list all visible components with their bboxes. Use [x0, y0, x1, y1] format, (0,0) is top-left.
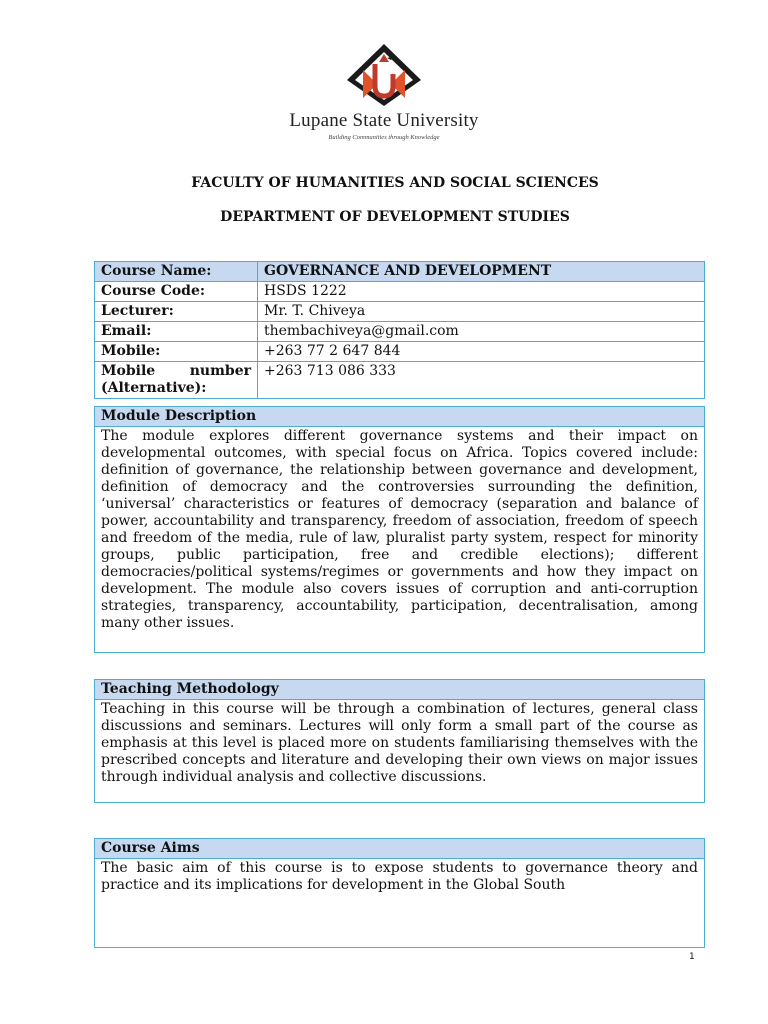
university-logo-block [0, 40, 768, 141]
page-number: 1 [689, 952, 695, 962]
module-description-body: The module explores different governance systems and their impact on developmental outcomes, with special focus on Africa. Topics covered include: definition of governance, the relationship between governance and development, definition of democracy and the controversies surrounding the definition, ‘universal’ characteristics or features of democracy (separation and balance of power, accountability and transparency, freedom of association, freedom of speech and freedom of the media, rule of law, pluralist party system, respect for minority groups, public participation, free and credible elections); different democracies/political systems/regimes or governments and how they impact on development. The module also covers issues of corruption and anti-corruption strategies, transparency, accountability, participation, decentralisation, among many other issues. [95, 427, 705, 653]
course-code-value: HSDS 1222 [258, 282, 705, 302]
lupane-university-logo-icon [339, 40, 429, 108]
alt-mobile-row [95, 362, 705, 399]
teaching-methodology-title: Teaching Methodology [95, 680, 705, 700]
alt-mobile-value: +263 713 086 333 [258, 362, 705, 399]
module-description-table [94, 406, 705, 653]
teaching-methodology-table [94, 679, 705, 803]
university-name: Lupane State University [289, 110, 479, 131]
alt-mobile-label-part-b: number [189, 363, 251, 379]
course-aims-title: Course Aims [95, 839, 705, 859]
course-name-value: GOVERNANCE AND DEVELOPMENT [258, 262, 705, 282]
lecturer-row [95, 302, 705, 322]
email-label: Email: [95, 322, 258, 342]
alt-mobile-label-part-a: Mobile [101, 363, 156, 379]
lecturer-value: Mr. T. Chiveya [258, 302, 705, 322]
email-value[interactable]: thembachiveya@gmail.com [258, 322, 705, 342]
course-name-row [95, 262, 705, 282]
lecturer-label: Lecturer: [95, 302, 258, 322]
email-row [95, 322, 705, 342]
course-aims-body: The basic aim of this course is to expose students to governance theory and practice and its implications for development in the Global South [95, 859, 705, 948]
course-code-row [95, 282, 705, 302]
university-tagline: Building Communities through Knowledge [328, 134, 440, 141]
course-details-table [94, 261, 705, 399]
department-heading: DEPARTMENT OF DEVELOPMENT STUDIES [220, 209, 570, 225]
mobile-value: +263 77 2 647 844 [258, 342, 705, 362]
course-code-label: Course Code: [95, 282, 258, 302]
mobile-label: Mobile: [95, 342, 258, 362]
module-description-title: Module Description [95, 407, 705, 427]
course-name-label: Course Name: [95, 262, 258, 282]
teaching-methodology-body: Teaching in this course will be through a combination of lectures, general class discussions and seminars. Lectures will only form a small part of the course as emphasis at this level is placed more on students familiarising themselves with the prescribed concepts and literature and developing their own views on major issues through individual analysis and collective discussions. [95, 700, 705, 803]
alt-mobile-label-part-c: (Alternative): [101, 380, 207, 396]
faculty-heading: FACULTY OF HUMANITIES AND SOCIAL SCIENCES [191, 175, 599, 191]
mobile-row [95, 342, 705, 362]
alt-mobile-label [95, 362, 258, 399]
course-aims-table [94, 838, 705, 948]
